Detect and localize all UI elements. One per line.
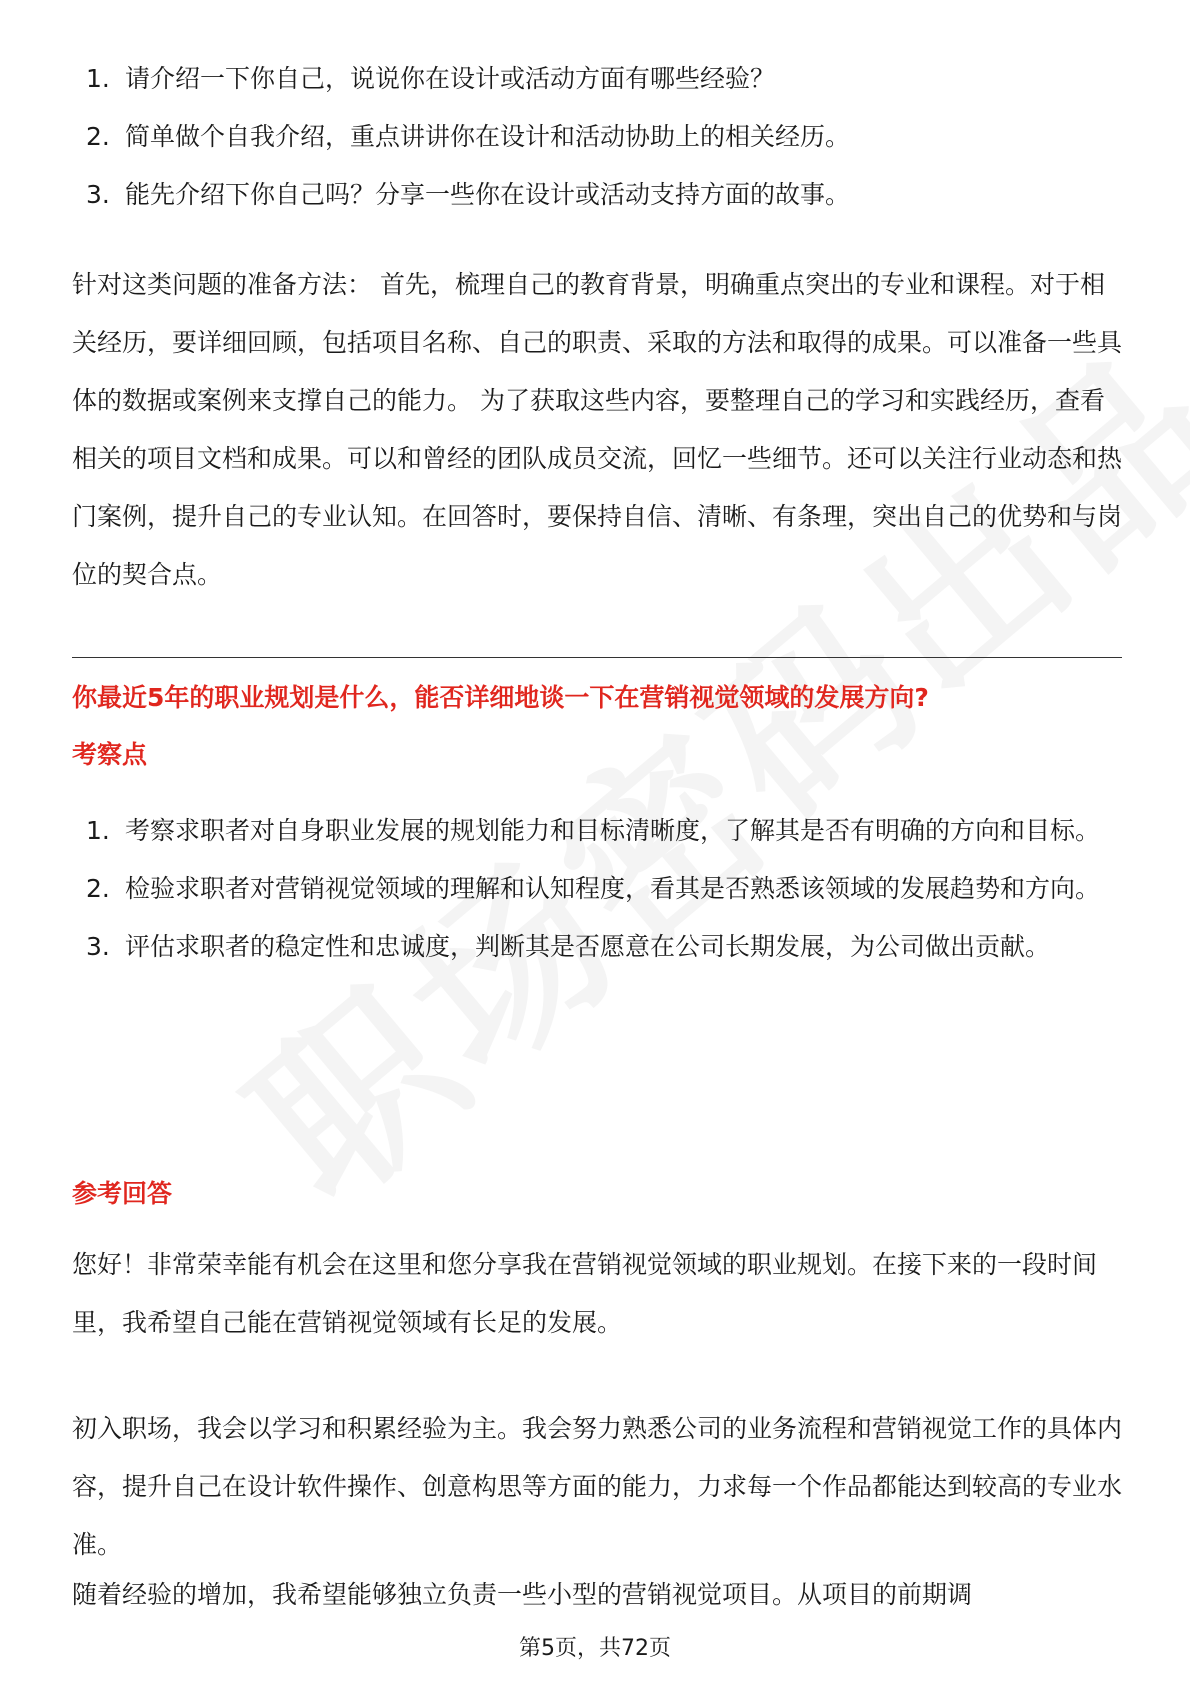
section-divider (72, 657, 1122, 658)
list-text: 请介绍一下你自己，说说你在设计或活动方面有哪些经验？ (125, 64, 776, 93)
list-text: 简单做个自我介绍，重点讲讲你在设计和活动协助上的相关经历。 (125, 122, 851, 151)
focus-heading: 考察点 (72, 740, 148, 769)
answer-heading: 参考回答 (72, 1179, 173, 1208)
answer-paragraph: 您好！非常荣幸能有机会在这里和您分享我在营销视觉领域的职业规划。在接下来的一段时间里，我希望自己能在营销视觉领域有长足的发展。 (72, 1250, 1098, 1337)
intro-question-list (72, 50, 1122, 224)
prep-method-paragraph: 针对这类问题的准备方法： 首先，梳理自己的教育背景，明确重点突出的专业和课程。对于相关经历，要详细回顾，包括项目名称、自己的职责、采取的方法和取得的成果。可以准备一些具体的数据或案例来支撑自己的能力。 为了获取这些内容，要整理自己的学习和实践经历，查看相关的项目文档和成果。可以和曾经的团队成员交流，回忆一些细节。还可以关注行业动态和热门案例，提升自己的专业认知。在回答时，要保持自信、清晰、有条理，突出自己的优势和与岗位的契合点。 (72, 270, 1123, 589)
list-item (72, 802, 1122, 860)
list-item (72, 860, 1122, 918)
list-number: 2. (86, 122, 110, 151)
list-item (72, 108, 1122, 166)
answer-paragraph: 初入职场，我会以学习和积累经验为主。我会努力熟悉公司的业务流程和营销视觉工作的具体内容，提升自己在设计软件操作、创意构思等方面的能力，力求每一个作品都能达到较高的专业水准。 (72, 1414, 1123, 1559)
list-number: 3. (86, 180, 110, 209)
question-title: 你最近5年的职业规划是什么，能否详细地谈一下在营销视觉领域的发展方向? (72, 683, 929, 712)
list-number: 1. (86, 64, 110, 93)
list-text: 能先介绍下你自己吗？分享一些你在设计或活动支持方面的故事。 (125, 180, 851, 209)
page-footer: 第5页，共72页 (519, 1636, 671, 1661)
list-item (72, 166, 1122, 224)
list-text: 评估求职者的稳定性和忠诚度，判断其是否愿意在公司长期发展，为公司做出贡献。 (125, 932, 1051, 961)
list-number: 1. (86, 816, 110, 845)
focus-point-list (72, 802, 1122, 976)
list-text: 考察求职者对自身职业发展的规划能力和目标清晰度，了解其是否有明确的方向和目标。 (125, 816, 1101, 845)
list-item (72, 50, 1122, 108)
answer-paragraph: 随着经验的增加，我希望能够独立负责一些小型的营销视觉项目。从项目的前期调 (72, 1580, 973, 1609)
list-number: 3. (86, 932, 110, 961)
list-text: 检验求职者对营销视觉领域的理解和认知程度，看其是否熟悉该领域的发展趋势和方向。 (125, 874, 1101, 903)
list-number: 2. (86, 874, 110, 903)
list-item (72, 918, 1122, 976)
